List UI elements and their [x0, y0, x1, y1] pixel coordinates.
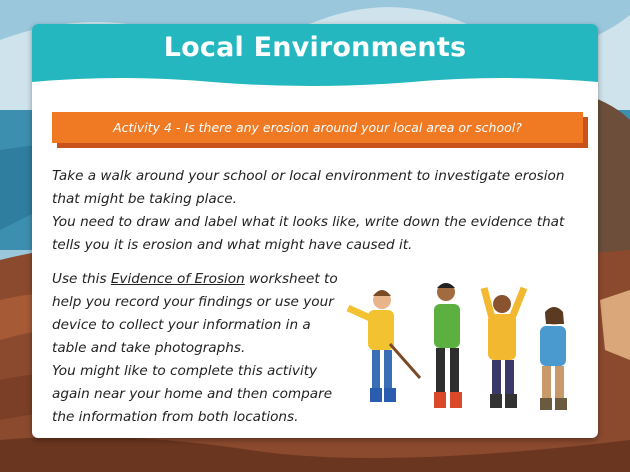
- worksheet-prefix: Use this: [52, 271, 111, 287]
- child-figure: [348, 290, 420, 402]
- page-title: Local Environments: [163, 32, 467, 63]
- children-exploring-illustration: [342, 274, 592, 434]
- instructions-paragraph: [52, 165, 582, 257]
- header-bar: [32, 24, 598, 90]
- child-figure: [484, 288, 524, 408]
- instructions-line: Take a walk around your school or local environment to investigate erosion that might be taking place.: [52, 168, 565, 207]
- slide-card: [32, 24, 598, 438]
- evidence-of-erosion-link[interactable]: Evidence of Erosion: [110, 271, 245, 287]
- worksheet-line: You might like to complete this activity again near your home and then compare the information from both locations.: [52, 363, 333, 425]
- worksheet-line: [52, 268, 342, 360]
- instructions-line: You need to draw and label what it looks like, write down the evidence that tells you it is erosion and what might have caused it.: [52, 214, 565, 253]
- worksheet-suffix: worksheet to help you record your findings or use your device to collect your information in a table and take photographs.: [52, 271, 338, 356]
- activity-banner: Activity 4 - Is there any erosion around your local area or school?: [52, 112, 583, 143]
- child-figure: [540, 307, 567, 410]
- worksheet-paragraph: [52, 268, 342, 429]
- child-figure: [434, 283, 462, 408]
